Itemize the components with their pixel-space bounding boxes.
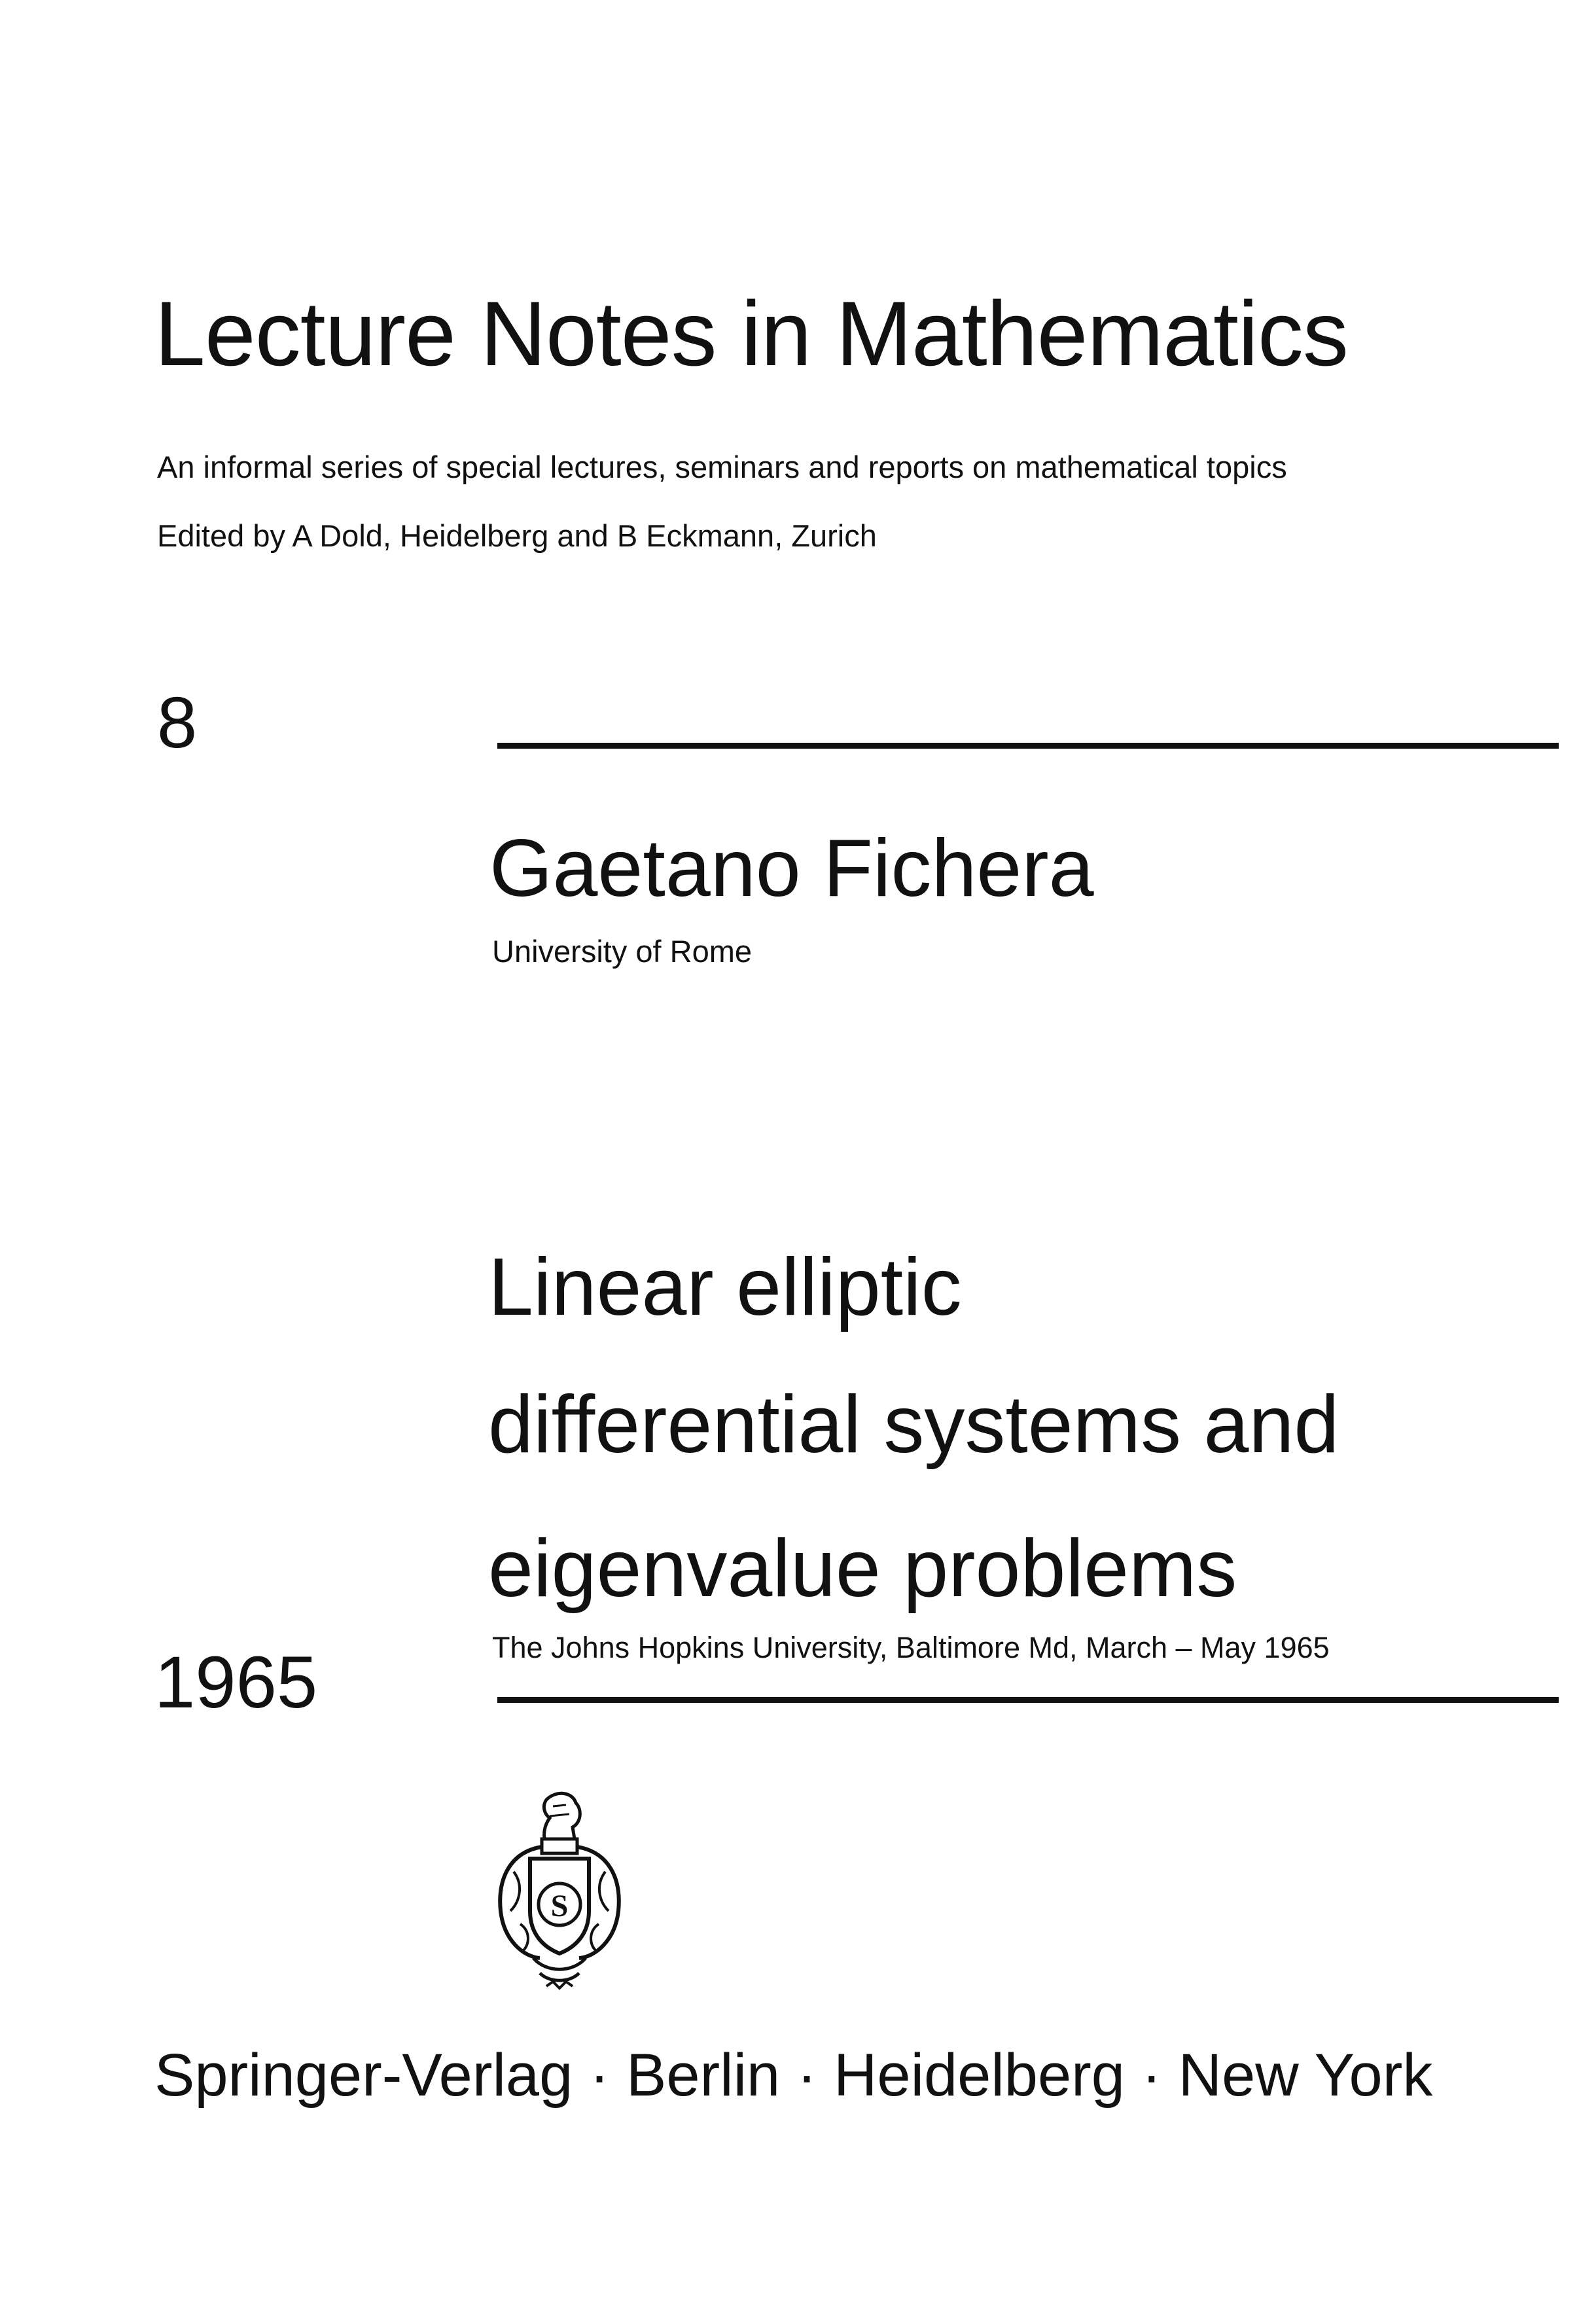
book-title-line: eigenvalue problems bbox=[488, 1524, 1237, 1614]
author-name: Gaetano Fichera bbox=[489, 823, 1094, 914]
publisher-line: Springer-Verlag · Berlin · Heidelberg · New York bbox=[154, 2042, 1433, 2109]
volume-number: 8 bbox=[157, 683, 198, 763]
springer-knight-seal-icon bbox=[484, 1787, 628, 1996]
event-info: The Johns Hopkins University, Baltimore Md, March – May 1965 bbox=[492, 1631, 1330, 1664]
book-title-line: differential systems and bbox=[488, 1380, 1339, 1470]
logo-monogram: S bbox=[550, 1889, 569, 1923]
series-editors: Edited by A Dold, Heidelberg and B Eckmann, Zurich bbox=[157, 518, 877, 553]
series-subtitle: An informal series of special lectures, seminars and reports on mathematical topics bbox=[157, 450, 1287, 484]
publication-year: 1965 bbox=[154, 1641, 318, 1723]
bottom-divider bbox=[497, 1697, 1559, 1703]
author-affiliation: University of Rome bbox=[492, 934, 752, 969]
series-title: Lecture Notes in Mathematics bbox=[154, 282, 1348, 385]
top-divider bbox=[497, 743, 1559, 749]
book-title-line: Linear elliptic bbox=[488, 1242, 962, 1332]
